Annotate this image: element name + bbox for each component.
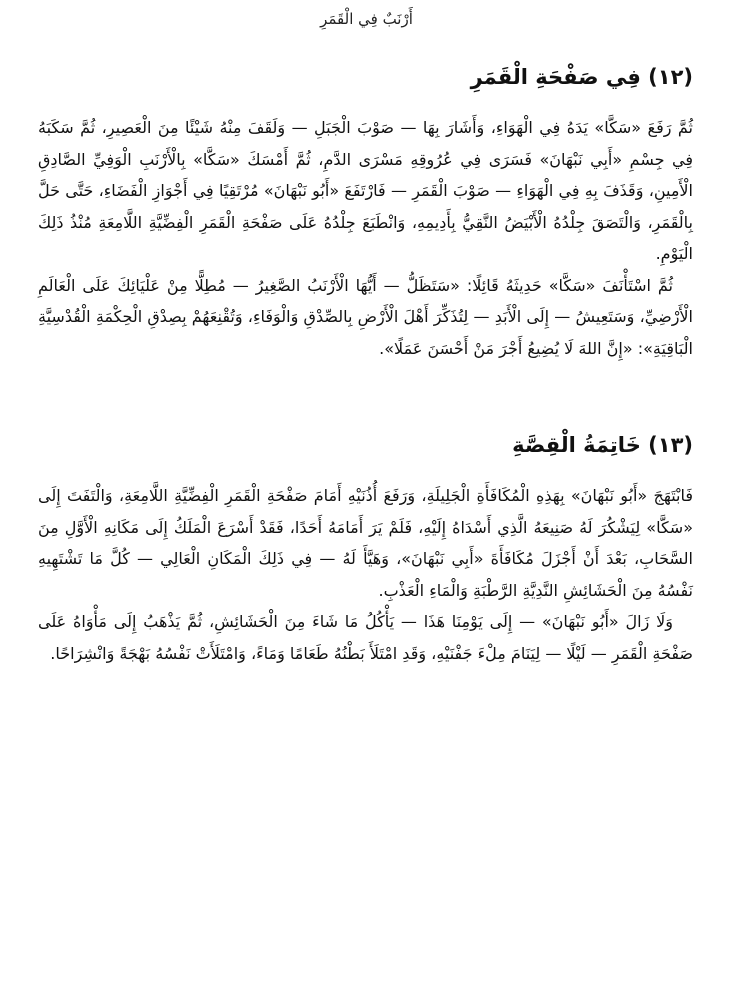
paragraph: وَلَا زَالَ «أَبُو نَبْهَانَ» — إِلَى يَوْمِنَا هَذَا — يَأْكُلُ مَا شَاءَ مِنَ الْحَشَائِشِ، ثُمَّ يَذْهَبُ إِلَى مَأْوَاهُ عَلَى صَفْحَةِ الْقَمَرِ — لَيْلًا — لِيَنَامَ مِلْءَ جَفْنَيْهِ، وَقَدِ امْتَلَأَ بَطْنُهُ طَعَامًا وَمَاءً، وَامْتَلَأَتْ نَفْسُهُ بَهْجَةً وَانْشِرَاحًا. (38, 612, 693, 663)
paragraph: ثُمَّ اسْتَأْنَفَ «سَكَّا» حَدِيثَهُ قَائِلًا: «سَتَظَلُّ — أَيُّهَا الْأَرْنَبُ الصَّغِيرُ — مُطِلًّا مِنْ عَلْيَائِكَ عَلَى الْعَالَمِ الْأَرْضِيِّ، وَسَتَعِيشُ — إِلَى الْأَبَدِ — لِتُذَكِّرَ أَهْلَ الْأَرْضِ بِالصِّدْقِ وَالْوَفَاءِ، وَتُقْنِعَهُمْ بِصِدْقِ الْحِكْمَةِ الْقُدْسِيَّةِ الْبَاقِيَةِ»: «إِنَّ اللهَ لَا يُضِيعُ أَجْرَ مَنْ أَحْسَنَ عَمَلًا». (38, 275, 693, 358)
section-body (38, 480, 693, 669)
section-heading: (١٢) فِي صَفْحَةِ الْقَمَرِ (470, 65, 693, 89)
paragraph: فَابْتَهَجَ «أَبُو نَبْهَانَ» بِهَذِهِ الْمُكَافَأَةِ الْجَلِيلَةِ، وَرَفَعَ أُذُنَيْهِ أَمَامَ صَفْحَةِ الْقَمَرِ الْفِضِّيَّةِ اللَّامِعَةِ، وَالْتَفَتَ إِلَى «سَكَّا» لِيَشْكُرَ لَهُ صَنِيعَهُ الَّذِي أَسْدَاهُ إِلَيْهِ، فَلَمْ يَرَ أَمَامَهُ أَحَدًا، فَقَدْ أَسْرَعَ الْمَلَكُ إِلَى مَكَانِهِ الْأَوَّلِ مِنَ السَّحَابِ، بَعْدَ أَنْ أَجْزَلَ مُكَافَأَةَ «أَبِي نَبْهَانَ»، وَهَيَّأَ لَهُ — فِي ذَلِكَ الْمَكَانِ الْعَالِي — كُلَّ مَا تَشْتَهِيهِ نَفْسُهُ مِنَ الْحَشَائِشِ النَّدِيَّةِ الرَّطْبَةِ وَالْمَاءِ الْعَذْبِ. (38, 486, 693, 600)
running-header: أَرْنَبٌ فِي الْقَمَرِ (320, 10, 413, 28)
section-heading: (١٣) خَاتِمَةُ الْقِصَّةِ (512, 433, 693, 457)
section-body (38, 112, 693, 364)
chapter-section-12 (38, 62, 693, 364)
chapter-section-13 (38, 430, 693, 669)
paragraph: ثُمَّ رَفَعَ «سَكَّا» يَدَهُ فِي الْهَوَاءِ، وَأَشَارَ بِهَا — صَوْبَ الْجَبَلِ — وَلَقَفَ مِنْهُ شَيْئًا مِنَ الْعَصِيرِ، ثُمَّ سَكَبَهُ فِي جِسْمِ «أَبِي نَبْهَانَ» فَسَرَى فِي عُرُوقِهِ مَسْرَى الدَّمِ، ثُمَّ أَمْسَكَ «سَكَّا» بِالْأَرْنَبِ الْوَفِيِّ الصَّادِقِ الْأَمِينِ، وَقَذَفَ بِهِ فِي الْهَوَاءِ — صَوْبَ الْقَمَرِ — فَارْتَفَعَ «أَبُو نَبْهَانَ» مُرْتَقِيًا فِي أَجْوَازِ الْفَضَاءِ، حَتَّى حَلَّ بِالْقَمَرِ، وَالْتَصَقَ جِلْدُهُ الْأَبْيَضُ النَّقِيُّ بِأَدِيمِهِ، وَانْطَبَعَ جِلْدُهُ عَلَى صَفْحَةِ الْقَمَرِ الْفِضِّيَّةِ اللَّامِعَةِ مُنْذُ ذَلِكَ الْيَوْمِ. (38, 118, 693, 263)
